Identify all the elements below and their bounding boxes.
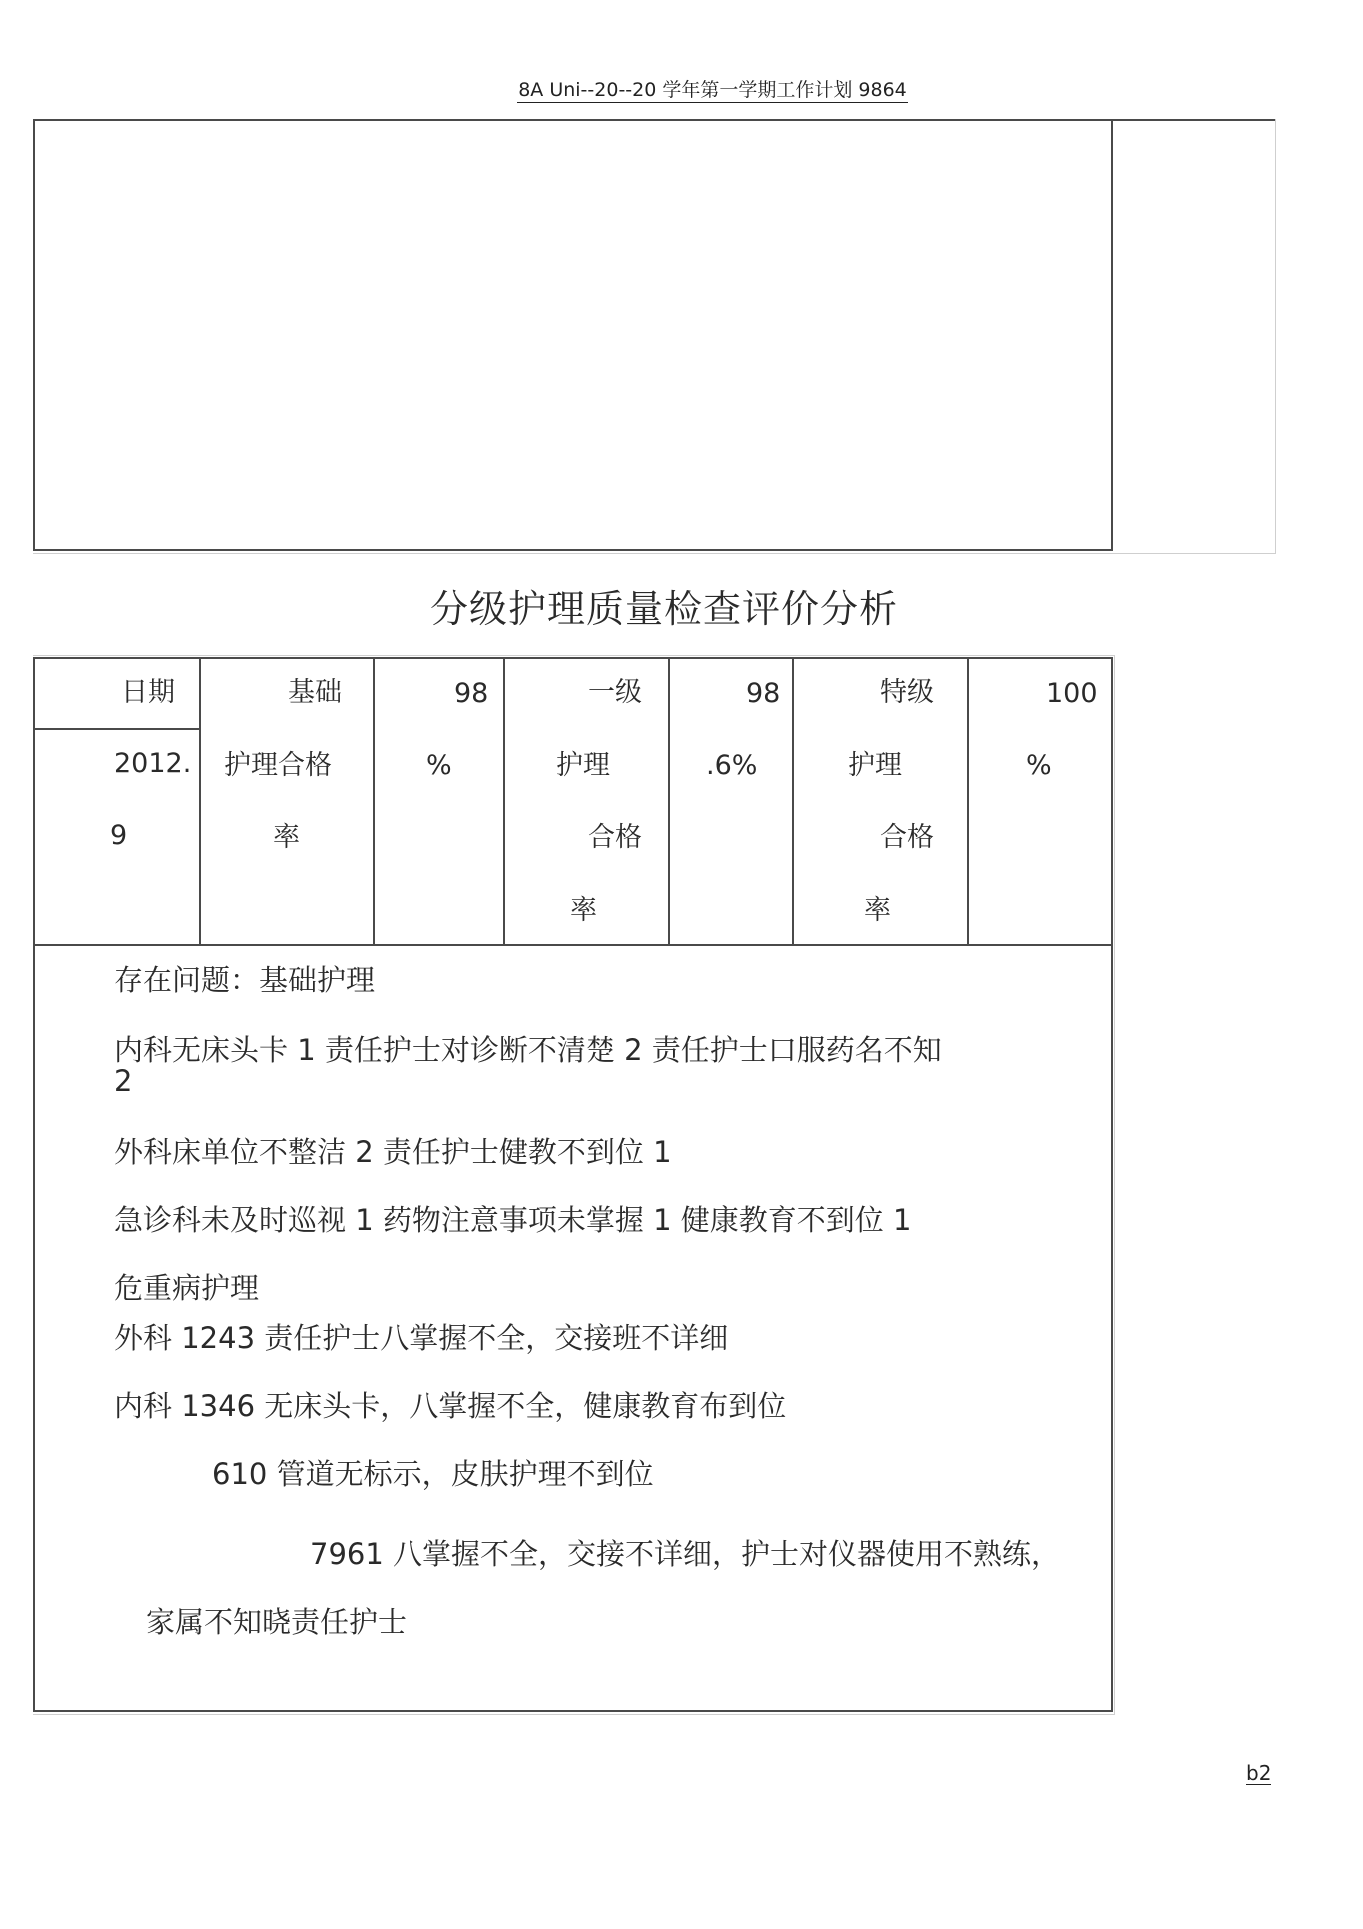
critical-line-7961: 7961 八掌握不全，交接不详细，护士对仪器使用不熟练， (310, 1537, 1061, 1571)
date-label: 日期 (121, 677, 175, 708)
special-label-line3: 合格 (880, 822, 934, 853)
basic-label-line1: 基础 (288, 677, 342, 708)
page-header-text: 8A Uni--20--20 学年第一学期工作计划 9864 (518, 79, 907, 101)
top-right-faint-border (1275, 119, 1276, 553)
problem-line-surgery: 外科床单位不整洁 2 责任护士健教不到位 1 (114, 1135, 672, 1169)
top-box-extension-line (1111, 119, 1275, 121)
critical-line-surgery: 外科 1243 责任护士八掌握不全，交接班不详细 (114, 1321, 729, 1355)
table-col-divider-3 (503, 657, 505, 945)
table-header-divider (33, 944, 1113, 946)
basic-label-line3: 率 (273, 822, 300, 853)
level1-label-line1: 一级 (588, 677, 642, 708)
table-col-divider-5 (792, 657, 794, 945)
problem-line-emergency: 急诊科未及时巡视 1 药物注意事项未掌握 1 健康教育不到位 1 (114, 1203, 912, 1237)
top-empty-box (33, 119, 1113, 551)
special-value-line1: 100 (1046, 678, 1098, 709)
level1-value-line1: 98 (746, 678, 781, 709)
level1-label-line3: 合格 (588, 822, 642, 853)
critical-line-internal: 内科 1346 无床头卡，八掌握不全，健康教育布到位 (114, 1389, 787, 1423)
page-title: 分级护理质量检查评价分析 (430, 587, 899, 631)
basic-value-line2: % (426, 750, 452, 781)
level1-label-line2: 护理 (556, 750, 610, 781)
special-label-line2: 护理 (848, 750, 902, 781)
page-number: b2 (1246, 1761, 1272, 1785)
level1-value-line2: .6% (706, 750, 758, 781)
special-label-line4: 率 (864, 895, 891, 926)
date-cell-divider (33, 728, 200, 730)
table-col-divider-2 (373, 657, 375, 945)
special-label-line1: 特级 (880, 677, 934, 708)
top-bottom-faint-border (33, 553, 1276, 554)
basic-label-line2: 护理合格 (224, 750, 332, 781)
problem-line-internal-cont: 2 (114, 1064, 133, 1098)
date-value-line1: 2012. (114, 748, 192, 779)
level1-label-line4: 率 (570, 895, 597, 926)
page-header (0, 78, 1363, 103)
special-value-line2: % (1026, 750, 1052, 781)
basic-value-line1: 98 (454, 678, 489, 709)
table-col-divider-1 (199, 657, 201, 945)
problem-line-internal: 内科无床头卡 1 责任护士对诊断不清楚 2 责任护士口服药名不知 (114, 1033, 942, 1067)
table-faint-right (1114, 655, 1115, 1715)
date-value-line2: 9 (110, 820, 128, 851)
table-faint-top (33, 655, 1115, 656)
problems-heading: 存在问题：基础护理 (114, 963, 376, 997)
table-col-divider-6 (967, 657, 969, 945)
table-faint-bottom (33, 1714, 1115, 1715)
table-col-divider-4 (668, 657, 670, 945)
critical-care-heading: 危重病护理 (114, 1271, 260, 1305)
critical-line-family: 家属不知晓责任护士 (146, 1605, 408, 1639)
critical-line-610: 610 管道无标示，皮肤护理不到位 (212, 1457, 654, 1491)
